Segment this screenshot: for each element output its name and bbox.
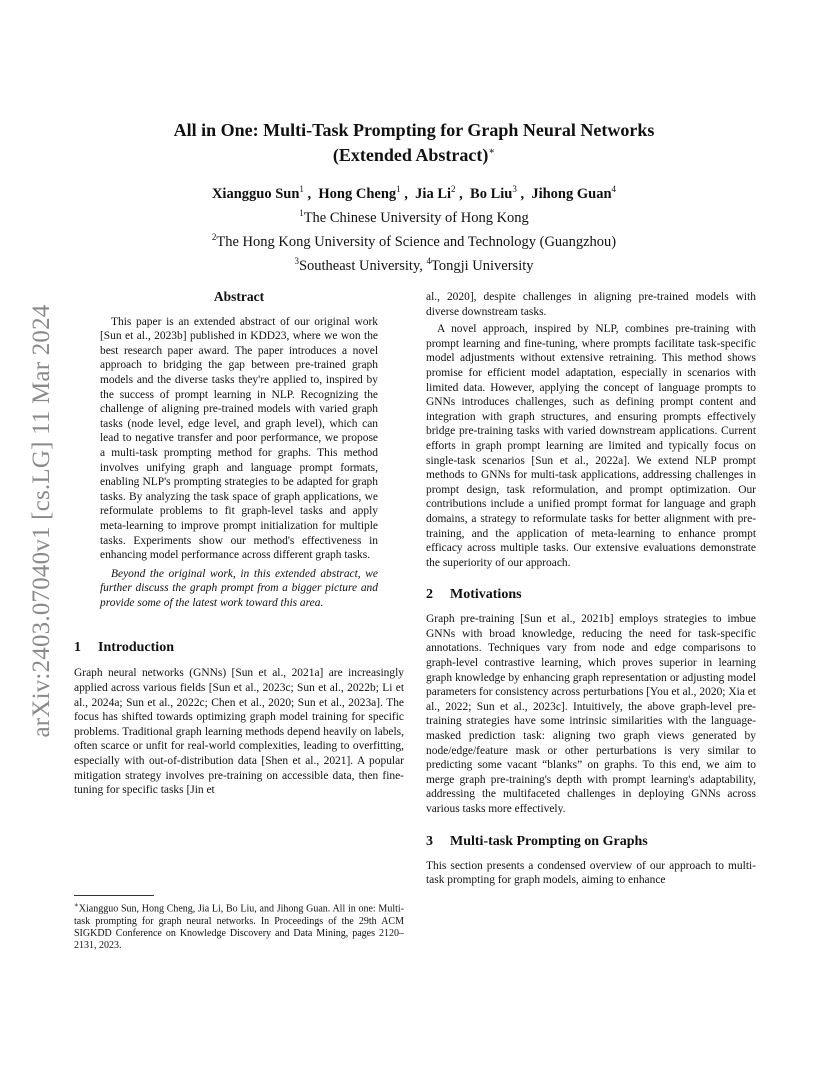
affiliations [74,204,754,275]
author-name: Bo Liu [470,185,513,202]
introduction-paragraph-2: A novel approach, inspired by NLP, combines pre-training with prompt learning and fine-tuning, where prompts facilitate task-specific model adjustments without extensive retraining. This method shows promise for efficient model adaptation, especially in scenarios with limited data. However, applying the concept of language prompts to GNNs introduces challenges, such as defining prompt content and integration with graph structures, and ensuring prompts effectively bridge pre-training tasks with varied downstream applications. Current efforts in graph prompt learning are limited and typically focus on single-task scenarios [Sun et al., 2022a]. We extend NLP prompt methods to GNNs for multi-task applications, addressing challenges in prompt design, task reformulation, and prompt optimization. Our contributions include a unified prompt format for language and graph domains, a strategy to reformulate tasks for better alignment with pre-training, and the application of meta-learning to enhance prompt efficacy across multiple tasks. Our extensive evaluations demonstrate the superiority of our approach. [426,323,756,569]
footnote-mark: ∗ [74,901,79,909]
affiliation-line: $^3$Southeast University, $^4$Tongji University [294,255,534,274]
footnote-divider [74,895,154,896]
title-line-2-text: (Extended Abstract) [332,145,489,165]
title-line-2 [74,141,754,166]
affiliation-line: $^1$The Chinese University of Hong Kong [299,208,529,226]
author-affil-mark: 3 [512,184,517,194]
author-list: Xiangguo Sun$^1$ , Hong Cheng$^1$ , Jia Li$^2$ , Bo Liu$^3$ , Jihong Guan$^4$ [211,184,617,202]
footnote-text: Xiangguo Sun, Hong Cheng, Jia Li, Bo Liu, and Jihong Guan. All in one: Multi-task prompting for graph neural networks. In Proceedings of the 29th ACM SIGKDD Conference on Knowledge Discovery and Data Mining, pages 2120–2131, 2023. [74,903,404,952]
author-name: Hong Cheng [318,185,397,202]
author-affil-mark: 1 [396,184,401,194]
arxiv-id-text: arXiv:2403.07040v1 [cs.LG] 11 Mar 2024 [28,304,55,738]
footnote [74,899,404,953]
abstract-paragraph: This paper is an extended abstract of our original work [Sun et al., 2023b] published in KDD23, where we won the best research paper award. The paper introduces a novel approach to bridging the gap between pre-trained graph models and the diverse tasks they're applied to, inspired by the success of prompt learning in NLP. Recognizing the challenge of aligning pre-trained models with varied graph tasks (node level, edge level, and graph level), which can lead to negative transfer and poor performance, we propose a multi-task prompting method for graphs. This method involves unifying graph and language prompt formats, enabling NLP's prompting strategies to be adapted for graph tasks. By analyzing the task space of graph applications, we reformulate problems to fit graph-level tasks and apply meta-learning to improve prompt initialization for multiple tasks. Experiments show our method's effectiveness in enhancing model performance across different graph tasks. [100,315,378,562]
author-name: Xiangguo Sun [211,185,300,202]
multitask-prompting-paragraph: This section presents a condensed overview of our approach to multi-task prompting for graph models, aiming to enhance [426,859,756,887]
author-affil-mark: 2 [451,184,456,194]
paper-title [74,119,754,166]
section-heading-introduction: 1 Introduction [74,640,174,656]
author-name: Jihong Guan [531,185,612,202]
abstract-extended-note: Beyond the original work, in this extended abstract, we further discuss the graph prompt from a bigger picture and provide some of the latest work toward this area. [100,567,378,609]
section-heading-motivations: 2 Motivations [426,587,522,603]
section-heading-multitask-prompting: 3 Multi-task Prompting on Graphs [426,833,648,849]
introduction-continued-paragraph: al., 2020], despite challenges in aligning pre-trained models with diverse downstream tasks. [426,291,756,318]
abstract-body [74,315,404,611]
author-affil-mark: 4 [611,184,617,194]
affiliation-line: $^2$The Hong Kong University of Science and Technology (Guangzhou) [211,231,617,250]
right-column [426,290,756,888]
arxiv-identifier-sidebar [20,286,64,756]
left-column [74,290,404,798]
title-line-1: All in One: Multi-Task Prompting for Graph Neural Networks [173,120,655,140]
title-footnote-mark: ∗ [488,146,496,157]
motivations-paragraph: Graph pre-training [Sun et al., 2021b] employs strategies to imbue GNNs with broad knowledge, reducing the need for task-specific annotations. Techniques vary from node and edge comparisons to graph-level contrastive learning, which proves superior in learning graph knowledge by enhancing graph representation or adjusting model parameters for consistency across perturbations [You et al., 2020; Xia et al., 2022; Sun et al., 2023c]. Intuitively, the above graph-level pre-training strategies have some intrinsic similarities with the language-masked prediction task: aligning two graph views generated by node/edge/feature mask or other perturbations is very similar to predicting some vacant “blanks” on graphs. To this end, we aim to merge graph pre-training's depth with prompt learning's adaptability, addressing the multifaceted challenges in deploying GNNs across various tasks more effectively. [426,613,756,815]
abstract-heading: Abstract [213,289,265,304]
author-affil-mark: 1 [299,184,304,194]
author-name: Jia Li [415,185,452,202]
introduction-paragraph: Graph neural networks (GNNs) [Sun et al., 2021a] are increasingly applied across various fields [Sun et al., 2023c; Sun et al., 2022b; Li et al., 2024a; Sun et al., 2022c; Chen et al., 2020; Sun et al., 2023a]. The focus has shifted towards optimizing graph model training for specific problems. Traditional graph learning methods depend heavily on labels, often scarce or unfit for real-world complexities, leading to overfitting, especially with out-of-distribution data [Shen et al., 2021]. A popular mitigation strategy involves pre-training on accessible data, then fine-tuning for specific tasks [Jin et [74,667,404,797]
